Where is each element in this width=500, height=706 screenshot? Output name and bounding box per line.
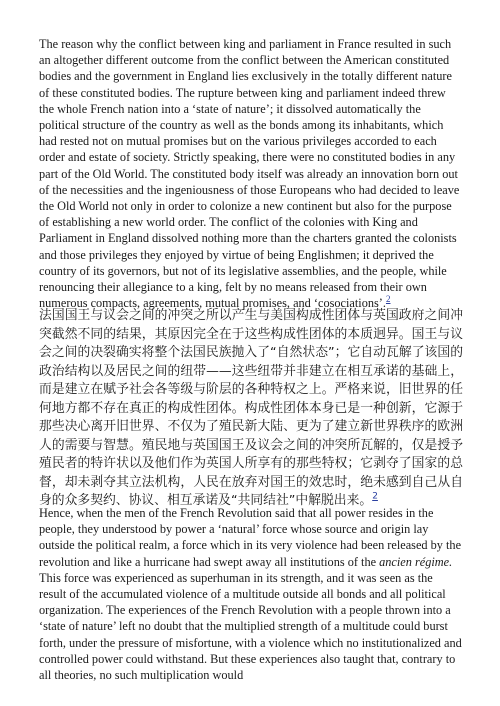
footnote-link[interactable]: 2 [385,294,391,305]
paragraph-3-text-end: This force was experienced as superhuman in its strength, and it was seen as the result of the accumulated violence of a multitude outside all bonds and all political organization. The experiences of the French Revolution with a people thrown into a ‘state of nature’ left no doubt that the multiplied strength of a multitude could burst forth, under the pressure of misfortune, with a violence which no institutionalized and controlled power could withstand. But these experiences also taught that, contrary to all theories, no such multiplication would [39,570,462,683]
paragraph-3-text-start: Hence, when the men of the French Revolution said that all power resides in the people, they understood by power a ‘natural’ force whose source and origin lay outside the political realm, a force which in its very violence had been released by the revolution and like a hurricane had swept away all institutions of the [39,506,462,569]
ancien-regime-emphasis: ancien régime. [379,554,453,569]
paragraph-2-text: 法国国王与议会之间的冲突之所以产生与美国构成性团体与英国政府之间冲突截然不同的结果，其原因完全在于这些构成性团体的本质迥异。国王与议会之间的决裂确实将整个法国民族抛入了“自然状态”；它自动瓦解了该国的政治结构以及居民之间的纽带——这些纽带并非建立在相互承诺的基础上，而是建立在赋予社会各等级与阶层的各种特权之上。严格来说，旧世界的任何地方都不存在真正的构成性团体。构成性团体本身已是一种创新，它源于那些决心离开旧世界、不仅为了殖民新大陆、更为了建立新世界秩序的欧洲人的需要与智慧。殖民地与英国国王及议会之间的冲突所瓦解的，仅是授予殖民者的特许状以及他们作为英国人所享有的那些特权；它剥夺了国家的总督，却未剥夺其立法机构，人民在放弃对国王的效忠时，绝未感到自己从自身的众多契约、协议、相互承诺及“共同结社”中解脱出来。 [39,308,463,508]
paragraph-english-1 [39,36,463,311]
paragraph-1-text: The reason why the conflict between king and parliament in France resulted in such an altogether different outcome from the conflict between the American constituted bodies and the government in England lies exclusively in the totally different nature of these constituted bodies. The rupture between king and parliament indeed threw the whole French nation into a ‘state of nature’; it dissolved automatically the political structure of the country as well as the bonds among its inhabitants, which had rested not on mutual promises but on the various privileges accorded to each order and estate of society. Strictly speaking, there were no constituted bodies in any part of the Old World. The constituted body itself was already an innovation born out of the necessities and the ingeniousness of those Europeans who had decided to leave the Old World not only in order to colonize a new continent but also for the purpose of establishing a new world order. The conflict of the colonies with King and Parliament in England dissolved nothing more than the charters granted the colonists and those privileges they enjoyed by virtue of being Englishmen; it deprived the country of its governors, but not of its legislative assemblies, and the people, while renouncing their allegiance to a king, felt by no means released from their own numerous compacts, agreements, mutual promises, and ‘cosociations’. [39,37,460,311]
footnote-link[interactable]: 2 [372,491,378,502]
paragraph-english-2 [39,505,463,683]
paragraph-chinese [39,307,463,511]
